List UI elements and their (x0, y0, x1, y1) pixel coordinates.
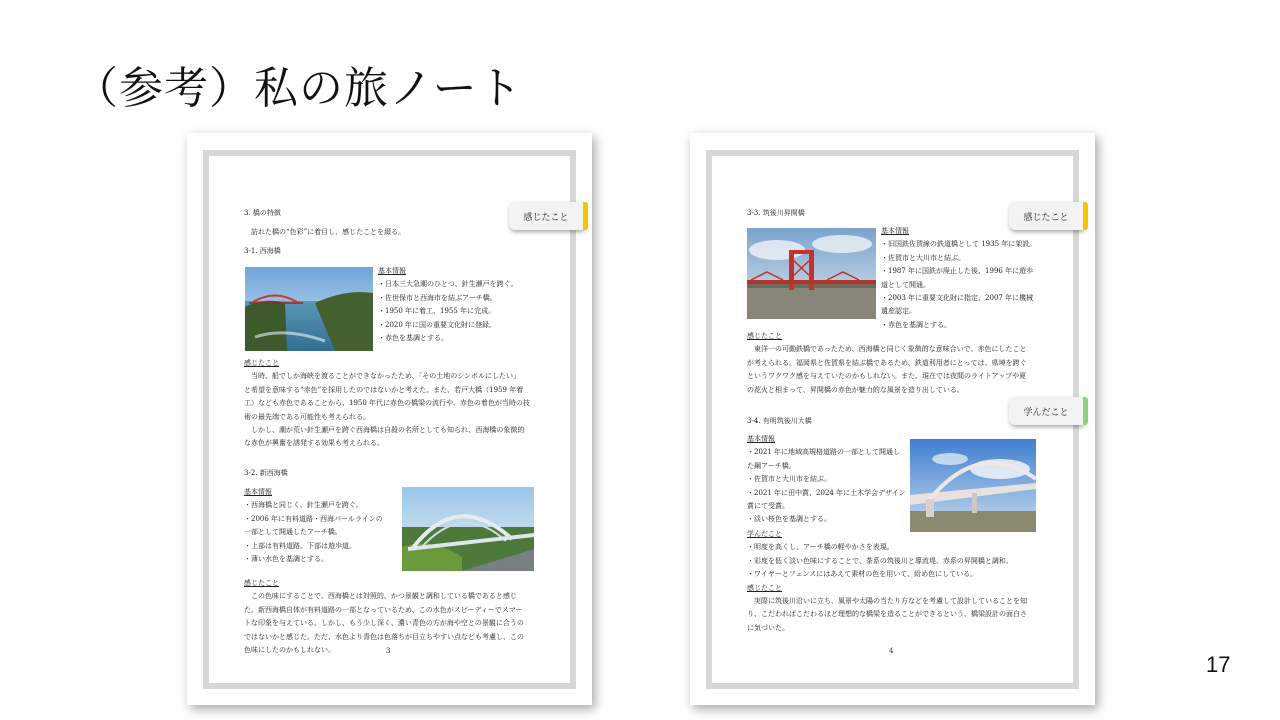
felt-line: この色味にすることで、西海橋とは対照的、かつ景観と調和している橋であると感じ (251, 592, 517, 601)
learned-line: ・ワイヤーとフェンスにはあえて素材の色を用いて、紛め色にしている。 (747, 570, 978, 579)
basic-info-line: ・1950 年に着工、1955 年に完成。 (378, 307, 496, 316)
tab-learned[interactable]: 学んだこと (1009, 397, 1083, 425)
section-title-saikai: 3-1. 西海橋 (244, 247, 281, 255)
felt-line: トな印象を与えている。しかし、もう少し深く、濃い青色の方が海や空との景観に合うの (244, 619, 524, 628)
basic-info-line: ・赤色を基調とする。 (881, 320, 951, 329)
basic-info-line: ・佐賀市と大川市を結ぶ。 (747, 475, 832, 484)
basic-info-line: ・2021 年に地域高規格道路の一部として開通し (747, 448, 901, 457)
basic-info-heading: 基本情報 (378, 267, 406, 275)
photo-chikugo-lift-bridge (747, 228, 876, 319)
chapter-heading: 3. 橋の特徴 (244, 209, 281, 217)
felt-line: が考えられる。福岡県と佐賀県を結ぶ橋であるため、鉄道利用者にとっては、県境を跨ぐ (747, 358, 1027, 367)
basic-info-line: 遺産認定。 (881, 307, 916, 316)
felt-heading: 感じたこと (747, 332, 782, 340)
felt-line: しかし、潮が荒い針生瀬戸を跨ぐ西海橋は自殺の名所としても知られ、西海橋の象徴的 (251, 426, 525, 435)
photo-saikai-bridge (245, 267, 373, 351)
basic-info-line: ・日本三大急潮のひとつ、針生瀬戸を跨ぐ。 (378, 280, 518, 289)
basic-info-line: 賞にて受賞。 (747, 502, 789, 511)
felt-line: 色味にしたのかもしれない。 (244, 646, 335, 655)
basic-info-heading: 基本情報 (244, 488, 272, 496)
felt-line: 当時、船でしか海峡を渡ることができなかったため、「その土地のシンボルにしたい」 (251, 372, 521, 381)
felt-line: に気づいた。 (747, 623, 789, 632)
basic-info-line: 道として開通。 (881, 280, 930, 289)
chapter-intro: 訪れた橋の“色彩”に着目し、感じたことを綴る。 (251, 228, 406, 236)
learned-heading: 学んだこと (747, 530, 782, 538)
section-title-ariake: 3-4. 有明筑後川大橋 (747, 417, 812, 425)
felt-line: な赤色が興奮を誘発する効果も考えられる。 (244, 439, 384, 448)
felt-line: ではないかと感じた。ただ、水色より青色は色落ちが目立ちやすい点なども考慮し、この (244, 632, 524, 641)
photo-ariake-chikugo-bridge (910, 439, 1036, 532)
felt-line: というワクワク感を与えていたのかもしれない。また、現在では夜間のライトアップや夏 (747, 372, 1027, 381)
felt-line: 工）なども赤色であることから、1950 年代に赤色の橋梁の流行や、赤色の着色が当時の技 (244, 399, 530, 408)
basic-info-line: ・佐賀市と大川市と結ぶ。 (881, 253, 966, 262)
basic-info-heading: 基本情報 (747, 435, 775, 443)
basic-info-line: ・旧国鉄佐賀線の鉄道橋として 1935 年に架設。 (881, 240, 1037, 249)
tab-felt[interactable]: 感じたこと (509, 202, 583, 230)
slide-number: 17 (1206, 652, 1231, 677)
page-number: 3 (386, 647, 391, 655)
felt-line: 術の最先端である可能性も考えられる。 (244, 412, 370, 421)
learned-line: ・彩度を低く淡い色味にすることで、茶系の筑後川と導流堤、赤系の昇開橋と調和。 (747, 556, 1013, 565)
basic-info-line: ・2003 年に重要文化財に指定、2007 年に機械 (881, 294, 1034, 303)
basic-info-line: ・赤色を基調とする。 (378, 334, 448, 343)
page-number: 4 (889, 647, 894, 655)
slide-title: （参考）私の旅ノート (74, 63, 523, 114)
felt-line: た。新西海橋自体が有料道路の一部となっているため、この水色がスピーディーでスマー (244, 605, 523, 614)
basic-info-line: 一部として開通したアーチ橋。 (244, 528, 342, 537)
section-title-chikugo: 3-3. 筑後川昇開橋 (747, 209, 805, 217)
basic-info-line: ・淡い桜色を基調とする。 (747, 515, 831, 524)
learned-line: ・明度を高くし、アーチ橋の軽やかさを表現。 (747, 543, 894, 552)
basic-info-line: ・上部は有料道路、下部は遊歩道。 (244, 541, 356, 550)
basic-info-line: ・佐世保市と西海市を結ぶアーチ橋。 (378, 293, 497, 302)
basic-info-line: ・1987 年に国鉄が廃止した後、1996 年に遊歩 (881, 267, 1034, 276)
basic-info-line: た鋼アーチ橋。 (747, 461, 796, 470)
felt-line: り、こだわればこだわるほど理想的な橋梁を造ることができるという、橋梁設計の面白さ (747, 610, 1027, 619)
photo-shin-saikai-bridge (402, 487, 534, 571)
felt-line: 東洋一の可動鉄橋であったため、西海橋と同じく象徴的な意味合いで、赤色にしたこと (754, 345, 1027, 354)
tab-felt[interactable]: 感じたこと (1009, 202, 1083, 230)
basic-info-line: ・2020 年に国の重要文化財に登録。 (378, 320, 497, 329)
felt-line: の花火と相まって、昇開橋の赤色が魅力的な風景を造り出している。 (747, 385, 964, 394)
basic-info-line: ・薄い水色を基調とする。 (244, 555, 328, 564)
felt-heading: 感じたこと (244, 579, 279, 587)
felt-line: と希望を意味する“赤色”を採用したのではないかと考えた。また、若戸大橋（1959 年着 (244, 385, 524, 394)
basic-info-line: ・2006 年に有料道路・西海パールラインの (244, 514, 383, 523)
basic-info-line: ・2021 年に田中賞、2024 年に土木学会デザイン (747, 488, 906, 497)
felt-heading: 感じたこと (747, 583, 782, 592)
section-title-shin-saikai: 3-2. 新西海橋 (244, 469, 288, 477)
basic-info-heading: 基本情報 (881, 227, 909, 235)
felt-line: 実際に筑後川沿いに立ち、風景や太陽の当たり方などを考慮して設計していることを知 (754, 597, 1027, 606)
basic-info-line: ・西海橋と同じく、針生瀬戸を跨ぐ。 (244, 501, 363, 510)
felt-heading: 感じたこと (244, 359, 279, 367)
